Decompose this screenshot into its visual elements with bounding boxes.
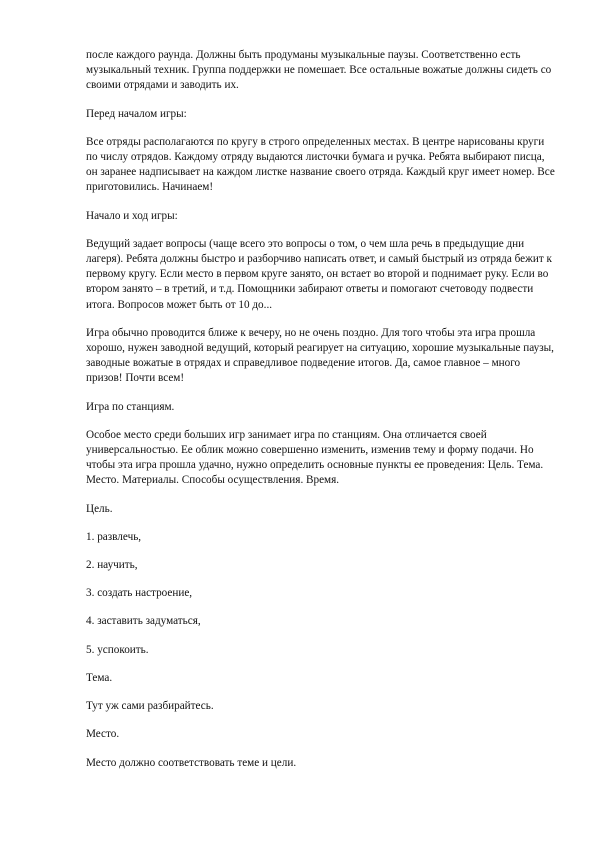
list-item-goal-1: 1. развлечь, [86, 530, 142, 543]
heading-game-start: Начало и ход игры: [86, 209, 178, 222]
document-body [86, 48, 556, 784]
paragraph-game-notes: Игра обычно проводится ближе к вечеру, но не очень поздно. Для того чтобы эта игра прошла хорошо, нужен заводной ведущий, который реагирует на ситуацию, хорошие музыкальные паузы, заводные вожатые в отрядах и справедливое подведение итогов. Да, самое главное – много призов! Почти всем! [86, 326, 554, 385]
list-item-goal-3: 3. создать настроение, [86, 587, 193, 600]
paragraph-game-flow: Ведущий задает вопросы (чаще всего это вопросы о том, о чем шла речь в предыдущие дни лагеря). Ребята должны быстро и разборчиво написать ответ, и самый быстрый из отряда бежит к первому кругу. Если место в первом круге занято, он встает во второй и поднимает руку. Если во втором занято – в третий, и т.д. Помощники забирают ответы и помогают счетоводу подвести итога. Вопросов может быть от 10 до... [86, 237, 552, 311]
list-item-goal-2: 2. научить, [86, 559, 138, 572]
paragraph-setup: Все отряды располагаются по кругу в строго определенных местах. В центре нарисованы круги по числу отрядов. Каждому отряду выдаются листочки бумага и ручка. Ребята выбирают писца, он заранее надписывает на каждом листке название своего отряда. Каждый круг имеет номер. Все приготовились. Начинаем! [86, 135, 555, 194]
paragraph-station-game: Особое место среди больших игр занимает игра по станциям. Она отличается своей универсальностью. Ее облик можно совершенно изменить, изменив тему и форму подачи. Но чтобы эта игра прошла удачно, нужно определить основные пункты ее проведения: Цель. Тема. Место. Материалы. Способы осуществления. Время. [86, 428, 544, 487]
heading-goal: Цель. [86, 502, 113, 515]
heading-station-game: Игра по станциям. [86, 400, 175, 413]
heading-before-game: Перед началом игры: [86, 107, 187, 120]
paragraph-theme: Тут уж сами разбирайтесь. [86, 700, 214, 713]
paragraph-intro-continued: после каждого раунда. Должны быть продуманы музыкальные паузы. Соответственно есть музыкальный техник. Группа поддержки не помешает. Все остальные вожатые должны сидеть со своими отрядами и заводить их. [86, 49, 552, 92]
heading-place: Место. [86, 728, 120, 741]
paragraph-place: Место должно соответствовать теме и цели. [86, 756, 297, 769]
list-item-goal-5: 5. успокоить. [86, 643, 149, 656]
list-item-goal-4: 4. заставить задуматься, [86, 615, 201, 628]
heading-theme: Тема. [86, 671, 113, 684]
